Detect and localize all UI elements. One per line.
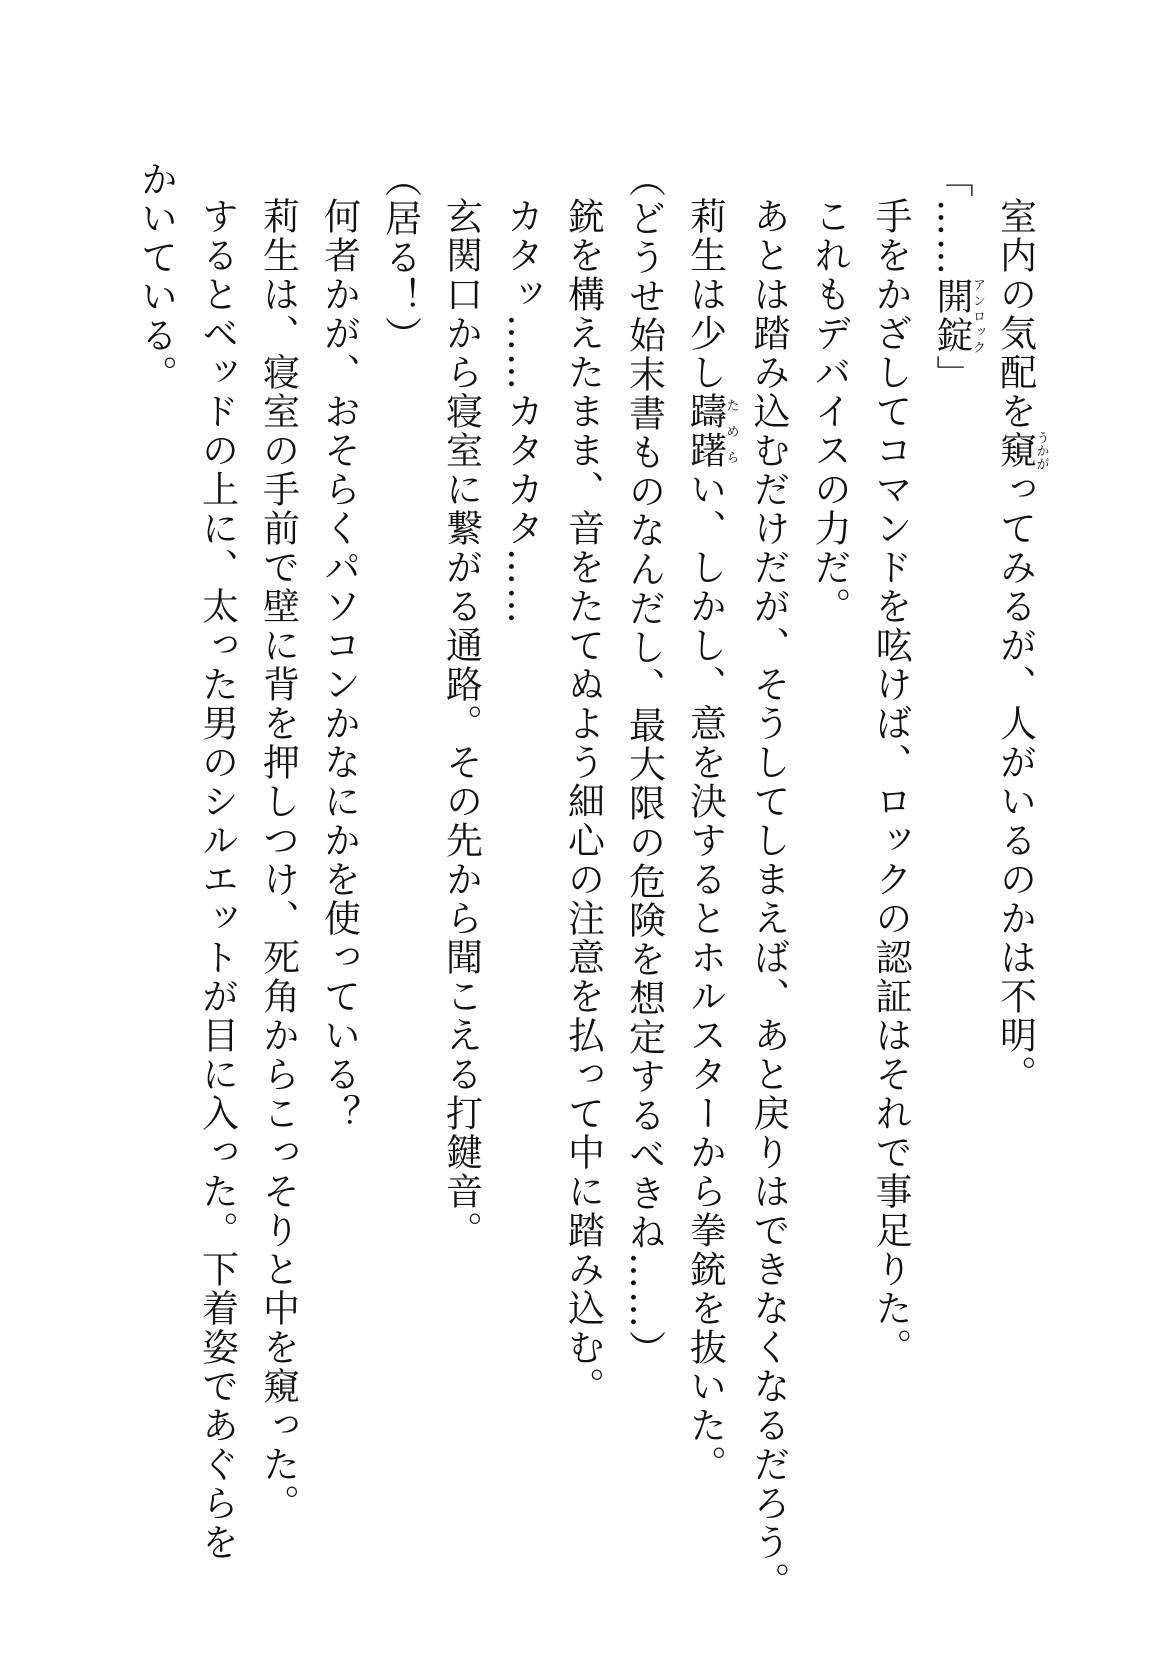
line-text: カタッ……カタカタ…… (500, 197, 544, 626)
line-text: 銃を構えたまま、音をたてぬよう細心の注意を払って中に踏み込む。 (561, 197, 605, 1406)
text-line (492, 160, 553, 1500)
text-line (921, 160, 985, 1500)
line-text: 何者かが、おそらくパソコンかなにかを使っている？ (317, 197, 361, 1133)
vertical-text-body (126, 160, 1049, 1601)
line-text: 室内の気配を (993, 197, 1037, 431)
text-line (309, 160, 370, 1500)
line-text: かいている。 (134, 160, 178, 394)
ruby-word: 躊躇ためら (683, 392, 739, 470)
line-text: 手をかざしてコマンドを呟けば、ロックの認証はそれで事足りた。 (869, 197, 912, 1367)
line-text: ってみるが、人がいるのかは不明。 (993, 470, 1037, 1094)
line-text: （居る！） (378, 160, 422, 355)
text-line (985, 160, 1049, 1500)
text-line (248, 160, 309, 1523)
ruby-reading: うかが (1033, 431, 1049, 470)
ruby-reading: アンロック (970, 277, 985, 355)
line-text: これもデバイスの力だ。 (808, 197, 851, 626)
text-line (126, 160, 187, 1500)
text-line (860, 160, 921, 1500)
text-line (799, 160, 860, 1500)
ruby-word: 窺うかが (993, 431, 1049, 470)
line-text: 莉生は、寝室の手前で壁に背を押しつけ、死角からこっそりと中を窺った。 (256, 197, 300, 1523)
line-text: するとベッドの上に、太った男のシルエットが目に入った。下着姿であぐらを (195, 197, 239, 1562)
line-text: 莉生は少し (683, 197, 727, 392)
text-line (553, 160, 614, 1500)
line-text: 」 (930, 355, 973, 394)
line-text: い、しかし、意を決するとホルスターから拳銃を抜いた。 (683, 470, 727, 1484)
text-line (187, 160, 248, 1562)
line-text: 玄関口から寝室に繋がる通路。その先から聞こえる打鍵音。 (439, 197, 483, 1250)
text-line (370, 160, 431, 1500)
text-line (614, 160, 675, 1500)
text-line (738, 160, 799, 1601)
line-text: （どうせ始末書ものなんだし、最大限の危険を想定するべきね……） (622, 160, 666, 1369)
ruby-reading: ためら (723, 392, 739, 470)
text-line (431, 160, 492, 1500)
ruby-word: 開錠アンロック (930, 277, 985, 355)
line-text: 「…… (930, 160, 973, 277)
text-line (675, 160, 739, 1500)
line-text: あとは踏み込むだけだが、そうしてしまえば、あと戻りはできなくなるだろう。 (747, 197, 790, 1601)
